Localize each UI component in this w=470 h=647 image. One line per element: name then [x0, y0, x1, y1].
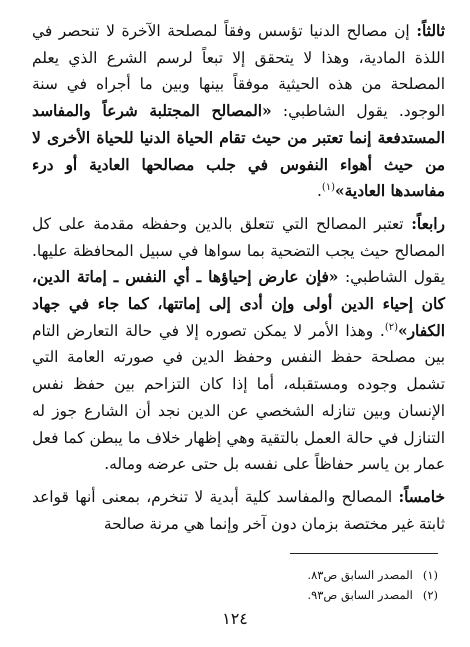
paragraph-lead: خامساً:: [398, 487, 445, 506]
paragraph-text: إن مصالح الدنيا تؤسس وفقاً لمصلحة الآخرة لا تنحصر في اللذة المادية، وهذا لا يتحقق إلا تبعاً لرسم الشرع الذي يعلم المصلحة من هذه الحيثية موفقاً بينها وبين ما أجراه في سنة الوجود. يقول الشاطبي:: [32, 22, 445, 121]
quote-text: «المصالح المجتلبة شرعاً والمفاسد المستدفعة إنما تعتبر من حيث تقام الحياة الدنيا للحياة الأخرى لا من حيث أهواء النفوس في جلب مصالحها العادية أو درء مفاسدها العادية»: [32, 102, 445, 201]
page-number: ١٢٤: [222, 609, 248, 628]
paragraph-lead: رابعاً:: [411, 214, 445, 233]
quote-text: «فإن عارض إحياؤها ـ أي النفس ـ إماتة الدين، كان إحياء الدين أولى وإن أدى إلى إماتتها، كما جاء في جهاد الكفار»: [32, 268, 445, 340]
footnote-number: (٢): [422, 588, 438, 602]
footnote-ref: (١): [321, 182, 336, 194]
paragraph-fourth: [32, 211, 445, 478]
footnote-item: [138, 585, 438, 605]
paragraph-lead: ثالثاً:: [416, 22, 445, 40]
footnote-divider: [290, 553, 438, 554]
paragraph-text: المصالح والمفاسد كلية أبدية لا تنخرم، بمعنى أنها قواعد ثابتة غير مختصة بزمان دون آخر وإنما هي مرنة صالحة: [32, 487, 445, 533]
footnote-text: المصدر السابق ص٨٣.: [307, 568, 413, 582]
paragraph-tail: .: [316, 182, 322, 201]
paragraph-text: تعتبر المصالح التي تتعلق بالدين وحفظه مقدمة على كل المصالح حيث يجب التضحية بما سواها في سبيل المحافظة عليها. يقول الشاطبي:: [32, 214, 445, 287]
footnote-number: (١): [422, 568, 438, 582]
footnote-ref: (٢): [384, 321, 398, 333]
footnote-item: [138, 565, 438, 585]
paragraph-tail: . وهذا الأمر لا يمكن تصوره إلا في حالة التعارض التام بين مصلحة حفظ النفس وحفظ الدين في صورته العامة التي تشمل وجوده ومستقبله، أما إذا كان التزاحم بين حفظ نفس الإنسان وبين تنازله الشخصي عن الدين نجد أن الشارع جوز له التنازل في حالة العمل بالتقية وهي إظهار خلاف ما يبطن كما فعل عمار بن ياسر حفاظاً على نفسه بل حتى عرضه وماله.: [32, 321, 445, 474]
paragraph-fifth: [32, 484, 445, 537]
footnote-text: المصدر السابق ص٩٣.: [307, 588, 413, 602]
paragraph-third: [32, 18, 445, 205]
page-body: [32, 18, 445, 537]
footnotes: [138, 565, 438, 605]
